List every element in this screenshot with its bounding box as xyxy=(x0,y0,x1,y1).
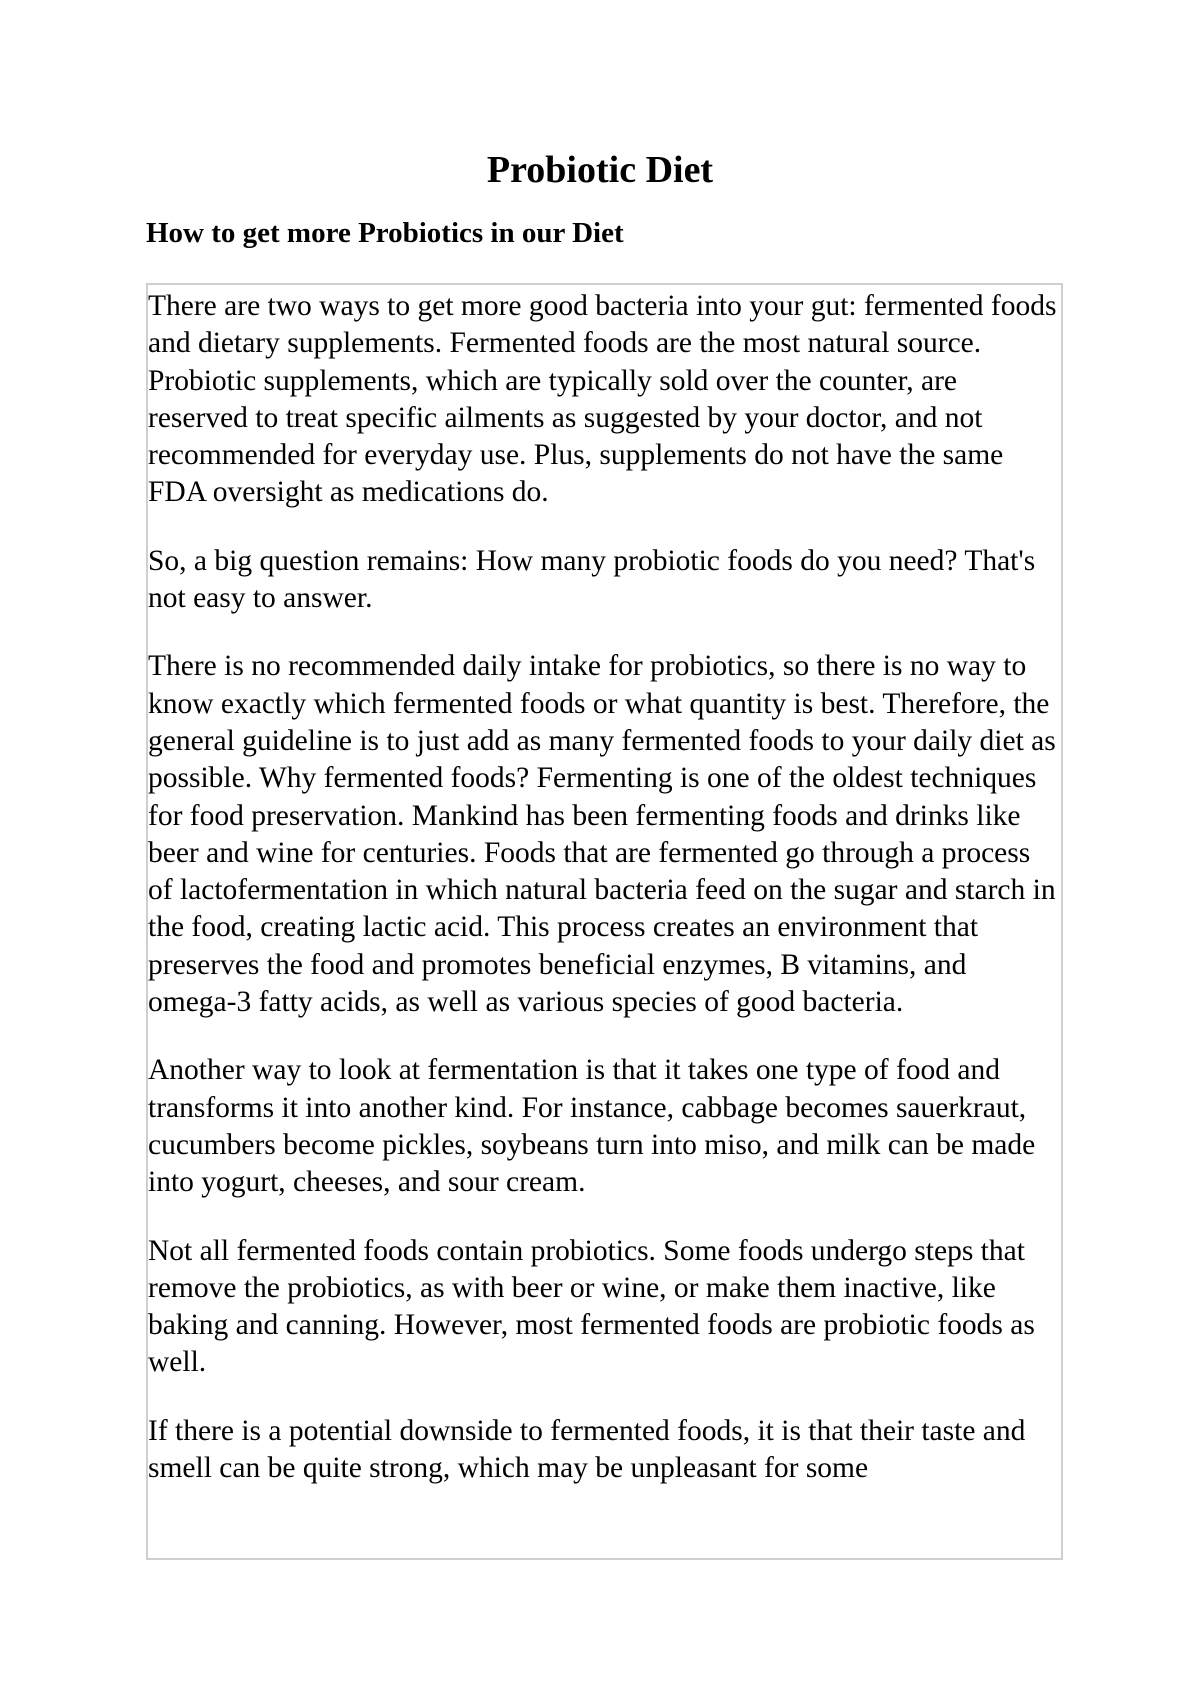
section-heading: How to get more Probiotics in our Diet xyxy=(146,217,624,249)
page-title: Probiotic Diet xyxy=(486,149,714,191)
paragraph-5: Not all fermented foods contain probiotics. Some foods undergo steps that remove the probiotics, as with beer or wine, or make them inactive, like baking and canning. However, most fermented foods are probiotic foods as well. xyxy=(148,1234,1035,1379)
paragraph-1: There are two ways to get more good bacteria into your gut: fermented foods and dietary supplements. Fermented foods are the most natural source. Probiotic supplements, which are typically sold over the counter, are reserved to treat specific ailments as suggested by your doctor, and not recommended for everyday use. Plus, supplements do not have the same FDA oversight as medications do. xyxy=(148,290,1057,509)
paragraph-3: There is no recommended daily intake for probiotics, so there is no way to know exactly which fermented foods or what quantity is best. Therefore, the general guideline is to just add as many fermented foods to your daily diet as possible. Why fermented foods? Fermenting is one of the oldest techniques for food preservation. Mankind has been fermenting foods and drinks like beer and wine for centuries. Foods that are fermented go through a process of lactofermentation in which natural bacteria feed on the sugar and starch in the food, creating lactic acid. This process creates an environment that preserves the food and promotes beneficial enzymes, B vitamins, and omega-3 fatty acids, as well as various species of good bacteria. xyxy=(148,650,1056,1019)
paragraph-4: Another way to look at fermentation is that it takes one type of food and transforms it into another kind. For instance, cabbage becomes sauerkraut, cucumbers become pickles, soybeans turn into miso, and milk can be made into yogurt, cheeses, and sour cream. xyxy=(148,1054,1036,1199)
paragraph-2: So, a big question remains: How many probiotic foods do you need? That's not easy to answer. xyxy=(148,544,1036,615)
text-frame xyxy=(146,283,1063,1560)
paragraph-6: If there is a potential downside to fermented foods, it is that their taste and smell can be quite strong, which may be unpleasant for some xyxy=(148,1414,1026,1485)
